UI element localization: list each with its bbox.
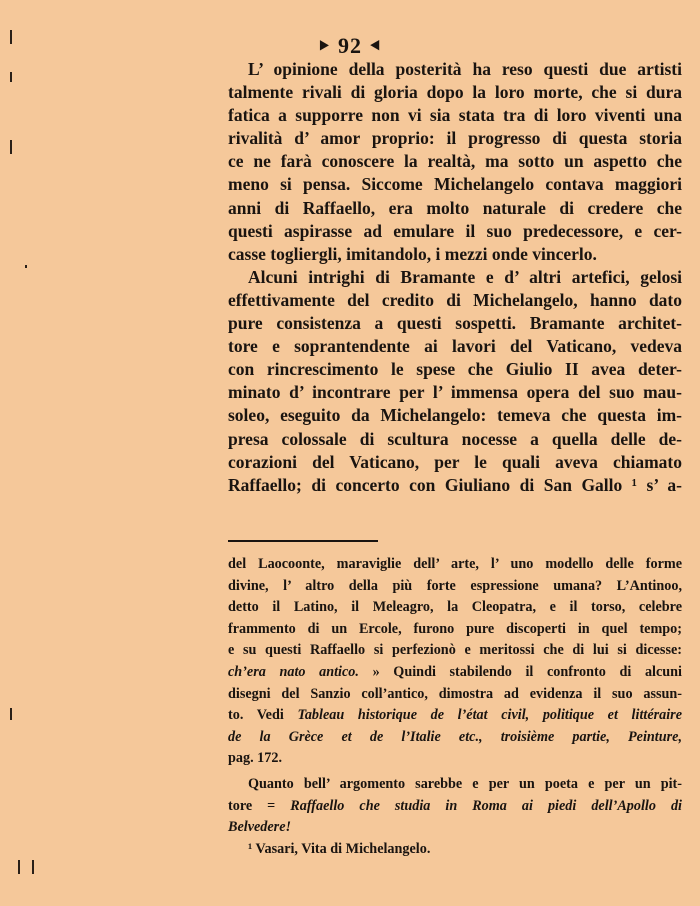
note-line: e su questi Raffaello si perfezionò e meritossi che di lui si dicesse:	[228, 642, 682, 659]
text-line: ce ne farà conoscere la realtà, ma sotto un aspetto che	[228, 151, 682, 172]
note-italic: Peinture,	[628, 728, 683, 745]
note-italic: de la Grèce et de l’Italie etc.,	[228, 728, 483, 745]
text-line: meno si pensa. Siccome Michelangelo contava maggiori	[228, 174, 682, 195]
text-line: presa colossale di scultura nocesse a quella delle de-	[228, 428, 682, 449]
note-line	[228, 796, 682, 818]
note-line: Quanto bell’ argomento sarebbe e per un poeta e per un pit-	[248, 775, 682, 792]
note-italic: troisième partie,	[500, 728, 610, 745]
note-italic: Belvedere!	[228, 819, 292, 836]
note-line: frammento di un Ercole, furono pure discoperti in quel tempo;	[228, 620, 682, 637]
text-line: anni di Raffaello, era molto naturale di credere che	[228, 197, 682, 218]
note-line: del Laocoonte, maraviglie dell’ arte, l’ uno modello delle forme	[228, 556, 682, 572]
note-text: tore =	[228, 797, 276, 814]
margin-mark	[18, 860, 20, 874]
margin-mark	[32, 860, 34, 874]
note-line	[228, 817, 682, 839]
margin-mark	[10, 72, 12, 82]
text-line: talmente rivali di gloria dopo la loro morte, che si dura	[228, 82, 682, 103]
text-line: fatica a supporre non vi sia stata tra di loro viventi una	[228, 105, 682, 126]
text-line: corazioni del Vaticano, per le quali aveva chiamato	[228, 451, 682, 472]
note-italic: Tableau historique de l’état civil, politique et littéraire	[297, 707, 682, 724]
text-line: Alcuni intrighi di Bramante e d’ altri artefici, gelosi	[248, 266, 682, 287]
note-line	[228, 727, 682, 749]
main-text	[228, 58, 682, 497]
text-line: pure consistenza a questi sospetti. Bramante architet-	[228, 313, 682, 334]
note-italic: Raffaello che studia in Roma ai piedi dell’Apollo di	[290, 797, 682, 814]
text-line: L’ opinione della posterità ha reso questi due artisti	[248, 59, 682, 79]
left-ornament-icon: ⯈	[316, 37, 332, 56]
text-line: questi aspirasse ad emulare il suo predecessore, e cer-	[228, 220, 682, 241]
page-number: 92	[338, 33, 362, 58]
text-line: soleo, eseguito da Michelangelo: temeva che questa im-	[228, 405, 682, 426]
note-line: disegni del Sanzio coll’antico, dimostra ad evidenza il suo assun-	[228, 685, 682, 702]
note-text: » Quindi stabilendo il confronto di alcuni	[372, 663, 683, 680]
note-line: pag. 172.	[228, 750, 282, 767]
text-line: effettivamente del credito di Michelangelo, hanno dato	[228, 289, 682, 310]
note-italic: ch’era nato antico.	[228, 663, 359, 680]
page-header	[0, 33, 700, 59]
margin-mark	[10, 30, 12, 44]
text-line: Raffaello; di concerto con Giuliano di San Gallo ¹ s’ a-	[228, 474, 682, 495]
note-text: to. Vedi	[228, 707, 284, 724]
text-line: tore e soprantendente ai lavori del Vaticano, vedeva	[228, 336, 682, 357]
margin-mark	[10, 708, 12, 720]
margin-mark	[25, 265, 27, 268]
text-line: minato d’ incontrare per l’ immensa opera del suo mau-	[228, 382, 682, 403]
margin-mark	[10, 140, 12, 154]
footnotes	[228, 554, 682, 860]
text-line: con rincrescimento le spese che Giulio II avea deter-	[228, 359, 682, 380]
note-line	[228, 662, 682, 684]
note-line	[228, 705, 682, 727]
text-line: casse togliergli, imitandolo, i mezzi onde vincerlo.	[228, 243, 597, 264]
footnote-rule	[228, 540, 378, 542]
text-line: rivalità d’ amor proprio: il progresso di questa storia	[228, 128, 682, 149]
note-line: divine, l’ altro della più forte espressione umana? L’Antinoo,	[228, 577, 682, 594]
note-line: ¹ Vasari, Vita di Michelangelo.	[248, 840, 431, 857]
note-line: detto il Latino, il Meleagro, la Cleopatra, e il torso, celebre	[228, 599, 682, 616]
right-ornament-icon: ⯇	[368, 37, 384, 56]
